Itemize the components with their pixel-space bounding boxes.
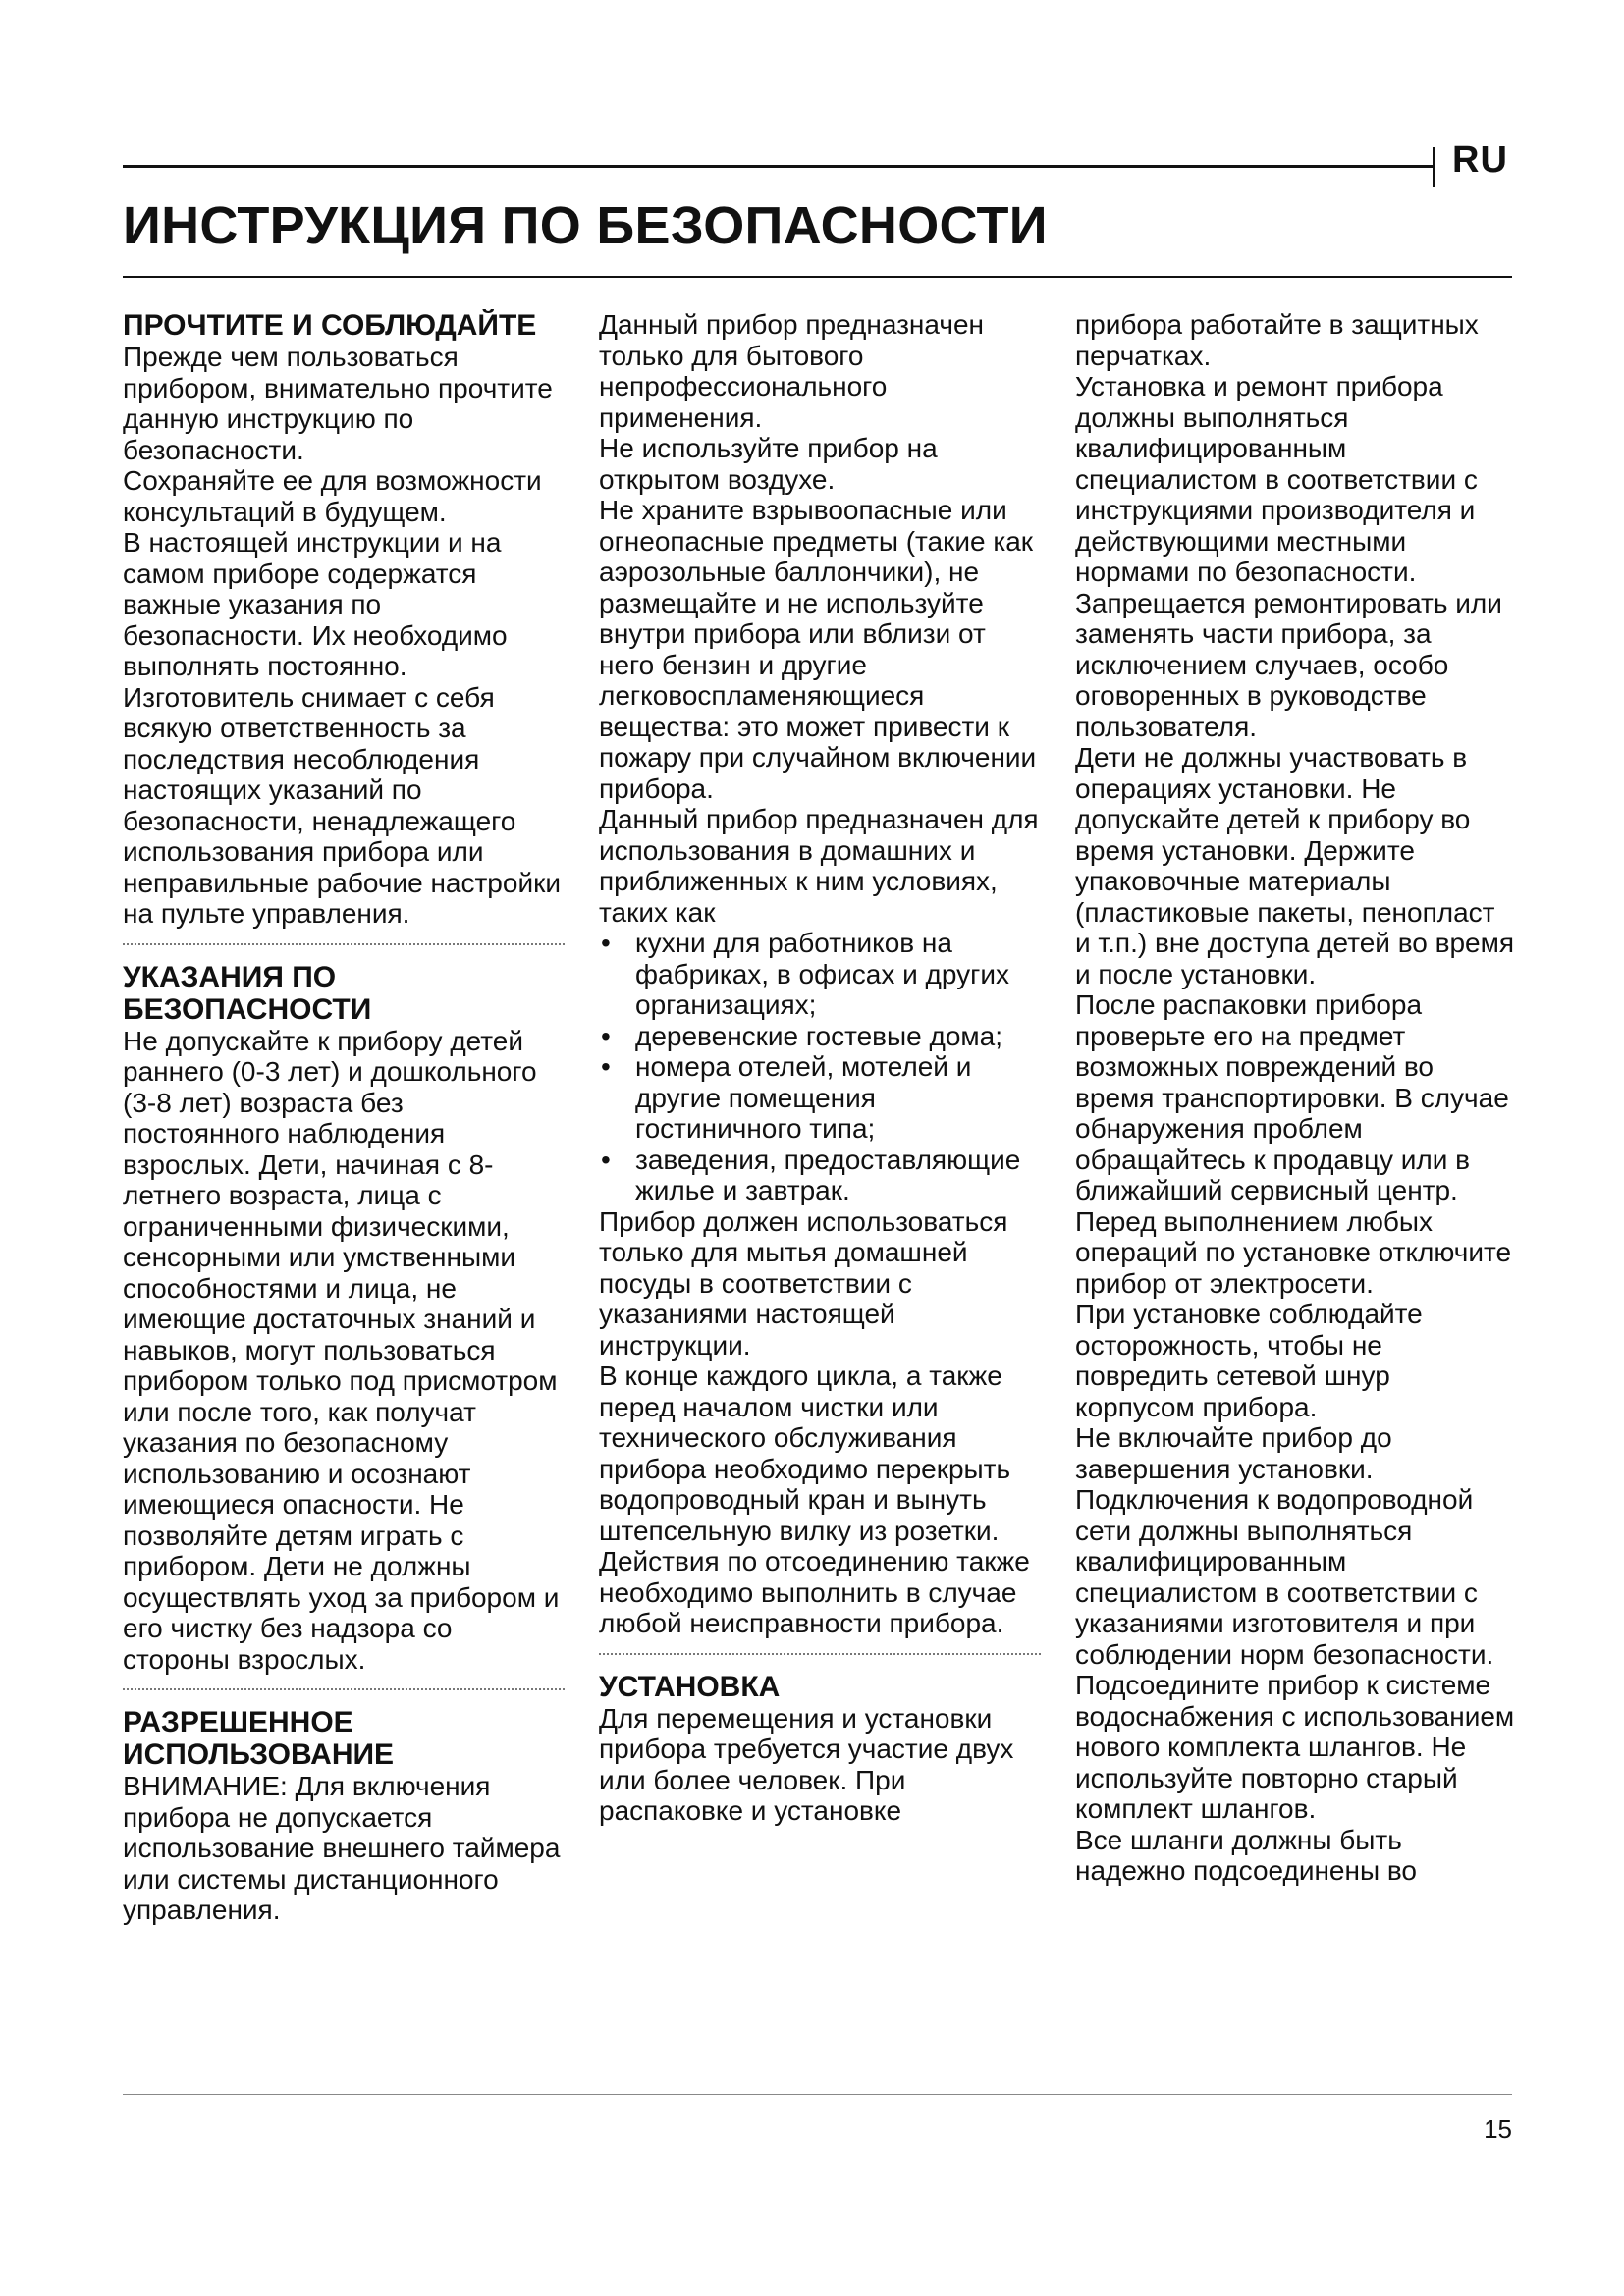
paragraph: Перед выполнением любых операций по установке отключите прибор от электросети. [1075,1205,1512,1299]
paragraph: Данный прибор предназначен для использования в домашних и приближенных к ним условиях, таких как [599,804,1039,928]
section-divider [123,1688,565,1690]
paragraph: Сохраняйте ее для возможности консультаций в будущем. [123,465,542,527]
header-top-rule [123,165,1434,168]
paragraph: Подключения к водопроводной сети должны выполняться квалифицированным специалистом в соответствии с указаниями изготовителя и при соблюдении норм безопасности. [1075,1484,1494,1670]
paragraph: Не храните взрывоопасные или огнеопасные предметы (такие как аэрозольные баллончики), не размещайте и не используйте внутри прибора или вблизи от него бензин и другие легковоспламеняющиеся вещества: это может привести к пожару при случайном включении прибора. [599,495,1037,804]
column-3 [1075,309,1517,1887]
section-divider [123,943,565,945]
bullet-icon: • [601,1144,611,1175]
paragraph: прибора работайте в защитных перчатках. [1075,309,1479,371]
list-item: • заведения, предоставляющие жилье и завтрак. [601,1144,1021,1205]
paragraph: При установке соблюдайте осторожность, чтобы не повредить сетевой шнур корпусом прибора. [1075,1299,1423,1422]
bullet-icon: • [601,1051,611,1082]
paragraph: Подсоедините прибор к системе водоснабжения с использованием нового комплекта шлангов. Не используйте повторно старый комплект шлангов. [1075,1670,1515,1824]
paragraph: Установка и ремонт прибора должны выполняться квалифицированным специалистом в соответствии с инструкциями производителя и действующими местными нормами по безопасности. [1075,371,1478,587]
title-rule [123,276,1512,278]
page-number: 15 [1484,2114,1512,2144]
language-code: RU [1452,139,1508,181]
section-divider [599,1653,1041,1655]
paragraph: Прежде чем пользоваться прибором, внимательно прочтите данную инструкцию по безопасности. [123,342,553,465]
paragraph: Для перемещения и установки прибора требуется участие двух или более человек. При распаковке и установке [599,1702,1014,1826]
heading-read-and-observe: ПРОЧТИТЕ И СОБЛЮДАЙТЕ [123,309,537,342]
paragraph: В настоящей инструкции и на самом приборе содержатся важные указания по безопасности. Их необходимо выполнять постоянно. [123,527,508,681]
column-1 [123,309,565,1926]
list-item: • кухни для работников на фабриках, в офисах и других организациях; [601,928,1009,1020]
footer-rule [123,2094,1512,2095]
heading-safety-instructions: УКАЗАНИЯ ПО БЕЗОПАСНОСТИ [123,960,372,1026]
bullet-icon: • [601,928,611,958]
page-title: ИНСТРУКЦИЯ ПО БЕЗОПАСНОСТИ [123,196,1048,255]
paragraph: Не включайте прибор до завершения установки. [1075,1422,1392,1484]
paragraph: Не допускайте к прибору детей раннего (0-3 лет) и дошкольного (3-8 лет) возраста без постоянного наблюдения взрослых. Дети, начиная с 8-летнего возраста, лица с ограниченными физическими, сенсорными или умственными способностями и лица, не имеющие достаточных знаний и навыков, могут пользоваться прибором только под присмотром или после того, как получат указания по безопасному использованию и осознают имеющиеся опасности. Не позволяйте детям играть с прибором. Дети не должны осуществлять уход за прибором и его чистку без надзора со стороны взрослых. [123,1025,560,1675]
heading-installation: УСТАНОВКА [599,1670,781,1703]
paragraph: После распаковки прибора проверьте его на предмет возможных повреждений во время транспортировки. В случае обнаружения проблем обращайтесь к продавцу или в ближайший сервисный центр. [1075,989,1509,1205]
paragraph: Изготовитель снимает с себя всякую ответственность за последствия несоблюдения настоящих указаний по безопасности, ненадлежащего использования прибора или неправильные рабочие настройки на пульте управления. [123,681,561,929]
heading-permitted-use: РАЗРЕШЕННОЕ ИСПОЛЬЗОВАНИЕ [123,1706,395,1771]
list-item: • деревенские гостевые дома; [601,1020,1003,1051]
list-item: • номера отелей, мотелей и другие помещения гостиничного типа; [601,1051,972,1144]
paragraph: Все шланги должны быть надежно подсоединены во [1075,1824,1417,1886]
paragraph: Прибор должен использоваться только для мытья домашней посуды в соответствии с указаниями настоящей инструкции. [599,1205,1008,1361]
paragraph: В конце каждого цикла, а также перед началом чистки или технического обслуживания прибора необходимо перекрыть водопроводный кран и вынуть штепсельную вилку из розетки. Действия по отсоединению также необходимо выполнить в случае любой неисправности прибора. [599,1361,1030,1638]
usage-locations-list [599,928,1041,1206]
paragraph: Данный прибор предназначен только для бытового непрофессионального применения. [599,309,984,433]
paragraph: Дети не должны участвовать в операциях установки. Не допускайте детей к прибору во время установки. Держите упаковочные материалы (пластиковые пакеты, пенопласт и т.п.) вне доступа детей во время и после установки. [1075,742,1515,989]
paragraph: Не используйте прибор на открытом воздухе. [599,433,938,495]
paragraph: Запрещается ремонтировать или заменять части прибора, за исключением случаев, особо оговоренных в руководстве пользователя. [1075,587,1502,742]
paragraph: ВНИМАНИЕ: Для включения прибора не допускается использование внешнего таймера или системы дистанционного управления. [123,1771,561,1925]
header-lang-divider [1433,147,1435,187]
column-2 [599,309,1041,1827]
bullet-icon: • [601,1020,611,1051]
